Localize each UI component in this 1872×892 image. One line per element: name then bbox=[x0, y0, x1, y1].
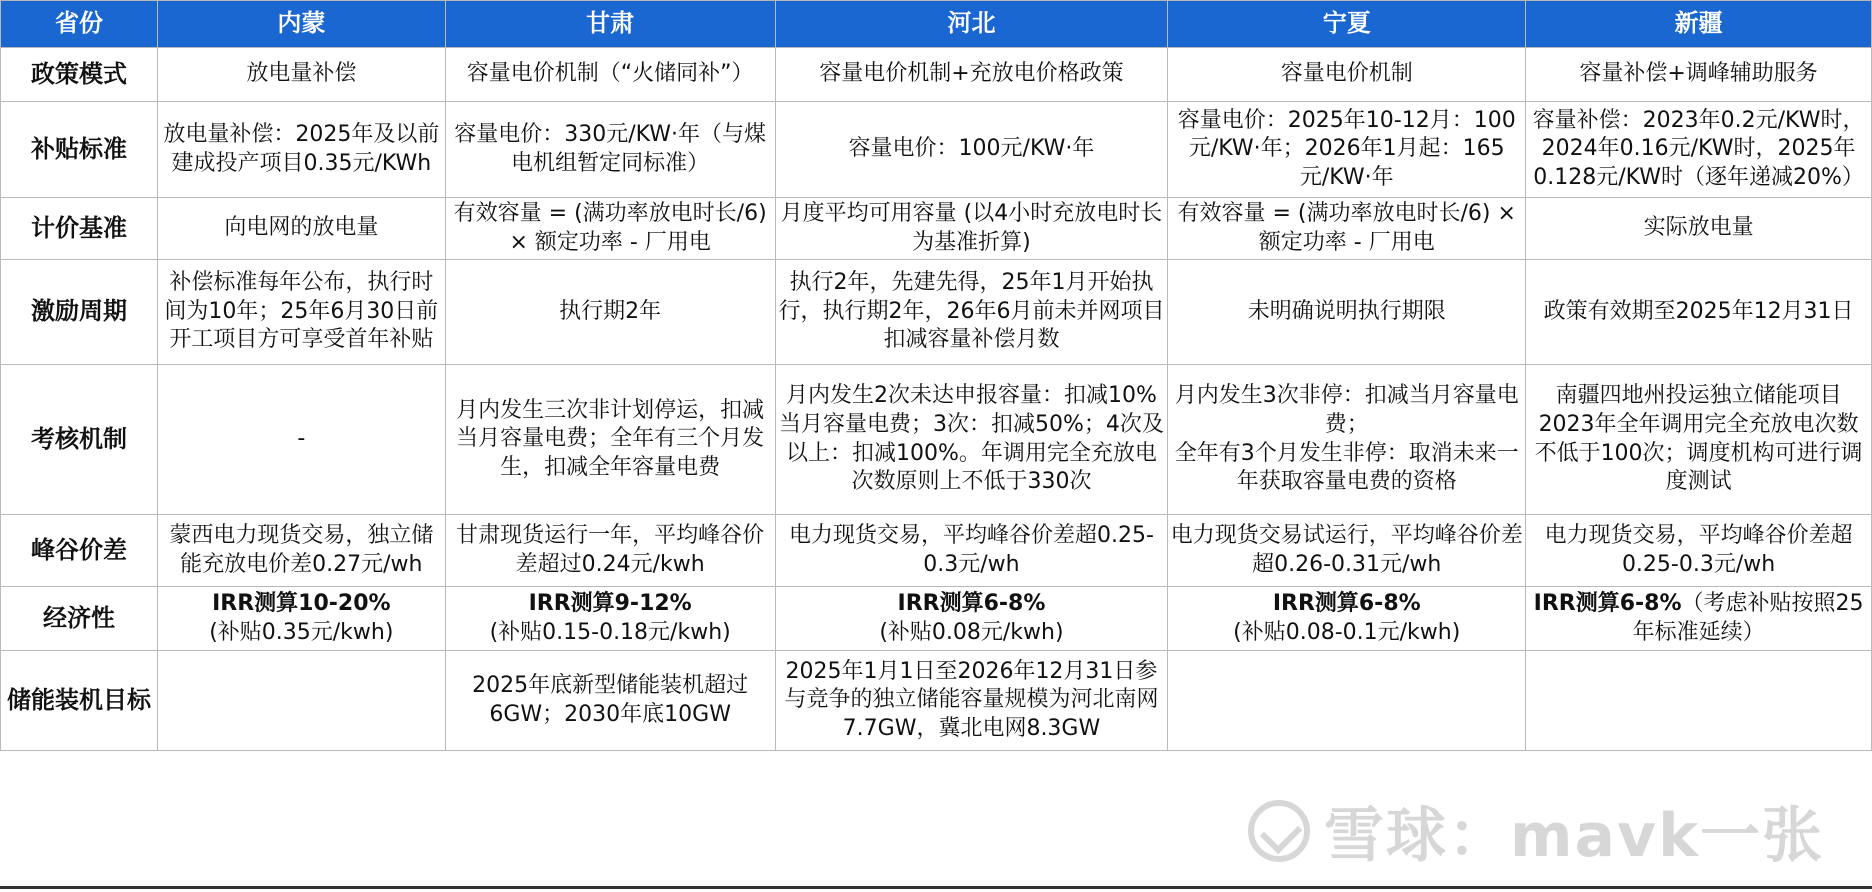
cell-text: 有效容量 = (满功率放电时长/6) × 额定功率 - 厂用电 bbox=[453, 200, 767, 255]
cell-text: 容量电价机制 bbox=[1280, 61, 1413, 87]
cell-text: 月度平均可用容量 (以4小时充放电时长为基准折算) bbox=[780, 200, 1163, 255]
cell-ningxia bbox=[1168, 48, 1526, 102]
cell-hebei bbox=[775, 260, 1168, 365]
cell-ningxia bbox=[1168, 587, 1526, 651]
cell-xinjiang bbox=[1526, 365, 1872, 515]
cell-text: 向电网的放电量 bbox=[224, 215, 379, 241]
row-label: 政策模式 bbox=[1, 48, 158, 102]
header-hebei: 河北 bbox=[775, 1, 1168, 48]
table-row bbox=[1, 515, 1872, 587]
cell-text: 执行2年，先建先得，25年1月开始执行，执行期2年，26年6月前未并网项目扣减容量补偿月数 bbox=[778, 270, 1165, 353]
table-row bbox=[1, 587, 1872, 651]
row-label: 峰谷价差 bbox=[1, 515, 158, 587]
cell-neimeng bbox=[157, 587, 445, 651]
header-gansu: 甘肃 bbox=[445, 1, 775, 48]
watermark bbox=[1248, 788, 1824, 874]
cell-neimeng bbox=[157, 198, 445, 260]
cell-neimeng bbox=[157, 48, 445, 102]
table-row bbox=[1, 48, 1872, 102]
row-label: 储能装机目标 bbox=[1, 651, 158, 751]
cell-text: 电力现货交易试运行，平均峰谷价差超0.26-0.31元/wh bbox=[1170, 522, 1523, 577]
table-row bbox=[1, 102, 1872, 198]
header-xinjiang: 新疆 bbox=[1526, 1, 1872, 48]
cell-ningxia bbox=[1168, 365, 1526, 515]
cell-text: 甘肃现货运行一年，平均峰谷价差超过0.24元/kwh bbox=[456, 522, 765, 577]
cell-text: 容量电价：2025年10-12月：100元/KW·年；2026年1月起：165元/KW·年 bbox=[1177, 107, 1516, 190]
watermark-text: 雪球：mavk一张 bbox=[1323, 801, 1824, 871]
irr-value: IRR测算6-8% bbox=[897, 590, 1046, 616]
cell-text-line2: (补贴0.35元/kwh) bbox=[209, 619, 394, 645]
table-row bbox=[1, 198, 1872, 260]
row-label: 补贴标准 bbox=[1, 102, 158, 198]
cell-gansu bbox=[445, 260, 775, 365]
cell-text: 有效容量 = (满功率放电时长/6) × 额定功率 - 厂用电 bbox=[1177, 200, 1516, 255]
cell-text: 南疆四地州投运独立储能项目2023年全年调用完全充放电次数不低于100次；调度机构可进行调度测试 bbox=[1534, 383, 1863, 495]
cell-ningxia bbox=[1168, 651, 1526, 751]
row-label: 经济性 bbox=[1, 587, 158, 651]
cell-text: 容量电价机制（“火储同补”） bbox=[466, 61, 754, 87]
cell-neimeng bbox=[157, 260, 445, 365]
cell-text: 容量电价：330元/KW·年（与煤电机组暂定同标准） bbox=[454, 121, 767, 176]
cell-text: 月内发生2次未达申报容量：扣减10%当月容量电费；3次：扣减50%；4次及以上：扣减100%。年调用完全充放电次数原则上不低于330次 bbox=[779, 383, 1164, 495]
cell-text: 实际放电量 bbox=[1643, 215, 1754, 241]
cell-text: 2025年1月1日至2026年12月31日参与竞争的独立储能容量规模为河北南网7.7GW，冀北电网8.3GW bbox=[784, 658, 1159, 741]
cell-ningxia bbox=[1168, 260, 1526, 365]
cell-xinjiang bbox=[1526, 48, 1872, 102]
cell-xinjiang bbox=[1526, 651, 1872, 751]
cell-text: 容量电价机制+充放电价格政策 bbox=[819, 61, 1124, 87]
cell-gansu bbox=[445, 515, 775, 587]
cell-text-line2: (补贴0.08元/kwh) bbox=[879, 619, 1064, 645]
irr-value: IRR测算9-12% bbox=[528, 590, 692, 616]
cell-text: 容量补偿：2023年0.2元/KW时，2024年0.16元/KW时，2025年0.128元/KW时（逐年递减20%） bbox=[1532, 107, 1865, 190]
cell-text: 2025年底新型储能装机超过6GW；2030年底10GW bbox=[472, 672, 749, 727]
row-label: 计价基准 bbox=[1, 198, 158, 260]
cell-xinjiang bbox=[1526, 260, 1872, 365]
cell-gansu bbox=[445, 365, 775, 515]
cell-ningxia bbox=[1168, 515, 1526, 587]
cell-text: 放电量补偿：2025年及以前建成投产项目0.35元/KWh bbox=[163, 121, 440, 176]
cell-text: 政策有效期至2025年12月31日 bbox=[1543, 298, 1854, 324]
cell-text: 电力现货交易，平均峰谷价差超0.25-0.3元/wh bbox=[1544, 522, 1853, 577]
irr-value: IRR测算6-8% bbox=[1533, 590, 1682, 616]
header-ningxia: 宁夏 bbox=[1168, 1, 1526, 48]
cell-text: 容量补偿+调峰辅助服务 bbox=[1579, 61, 1818, 87]
cell-text: 容量电价：100元/KW·年 bbox=[848, 136, 1095, 162]
cell-text: 未明确说明执行期限 bbox=[1247, 298, 1446, 324]
cell-hebei bbox=[775, 198, 1168, 260]
header-province: 省份 bbox=[1, 1, 158, 48]
header-neimeng: 内蒙 bbox=[157, 1, 445, 48]
cell-text: 蒙西电力现货交易，独立储能充放电价差0.27元/wh bbox=[169, 522, 434, 577]
cell-gansu bbox=[445, 198, 775, 260]
cell-neimeng bbox=[157, 102, 445, 198]
cell-xinjiang bbox=[1526, 587, 1872, 651]
cell-xinjiang bbox=[1526, 102, 1872, 198]
cell-text: 放电量补偿 bbox=[246, 61, 357, 87]
cell-text-line2: 全年有3个月发生非停：取消未来一年获取容量电费的资格 bbox=[1174, 440, 1519, 495]
cell-text-line2: (补贴0.08-0.1元/kwh) bbox=[1233, 619, 1461, 645]
cell-hebei bbox=[775, 651, 1168, 751]
cell-xinjiang bbox=[1526, 515, 1872, 587]
cell-text: 执行期2年 bbox=[559, 298, 662, 324]
cell-gansu bbox=[445, 587, 775, 651]
cell-xinjiang bbox=[1526, 198, 1872, 260]
cell-ningxia bbox=[1168, 198, 1526, 260]
table-row bbox=[1, 651, 1872, 751]
cell-text-line2: (补贴0.15-0.18元/kwh) bbox=[489, 619, 731, 645]
cell-neimeng bbox=[157, 365, 445, 515]
cell-gansu bbox=[445, 48, 775, 102]
row-label: 考核机制 bbox=[1, 365, 158, 515]
cell-gansu bbox=[445, 102, 775, 198]
cell-text: 补偿标准每年公布，执行时间为10年；25年6月30日前开工项目方可享受首年补贴 bbox=[164, 270, 439, 353]
cell-text: 电力现货交易，平均峰谷价差超0.25-0.3元/wh bbox=[788, 522, 1154, 577]
cell-text: 月内发生三次非计划停运，扣减当月容量电费；全年有三个月发生，扣减全年容量电费 bbox=[456, 397, 765, 480]
cell-text: 月内发生3次非停：扣减当月容量电费； bbox=[1174, 383, 1519, 437]
cell-ningxia bbox=[1168, 102, 1526, 198]
cell-hebei bbox=[775, 515, 1168, 587]
cell-hebei bbox=[775, 365, 1168, 515]
cell-text: - bbox=[297, 426, 306, 452]
table-row bbox=[1, 260, 1872, 365]
cell-neimeng bbox=[157, 515, 445, 587]
cell-hebei bbox=[775, 48, 1168, 102]
irr-value: IRR测算6-8% bbox=[1272, 590, 1421, 616]
cell-hebei bbox=[775, 587, 1168, 651]
irr-value: IRR测算10-20% bbox=[212, 590, 391, 616]
cell-neimeng bbox=[157, 651, 445, 751]
cell-hebei bbox=[775, 102, 1168, 198]
table-row bbox=[1, 365, 1872, 515]
bottom-rule bbox=[0, 886, 1872, 889]
cell-gansu bbox=[445, 651, 775, 751]
cell-text: （考虑补贴按照25年标准延续） bbox=[1632, 590, 1864, 645]
header-row bbox=[1, 1, 1872, 48]
row-label: 激励周期 bbox=[1, 260, 158, 365]
xueqiu-logo-icon bbox=[1248, 800, 1310, 862]
